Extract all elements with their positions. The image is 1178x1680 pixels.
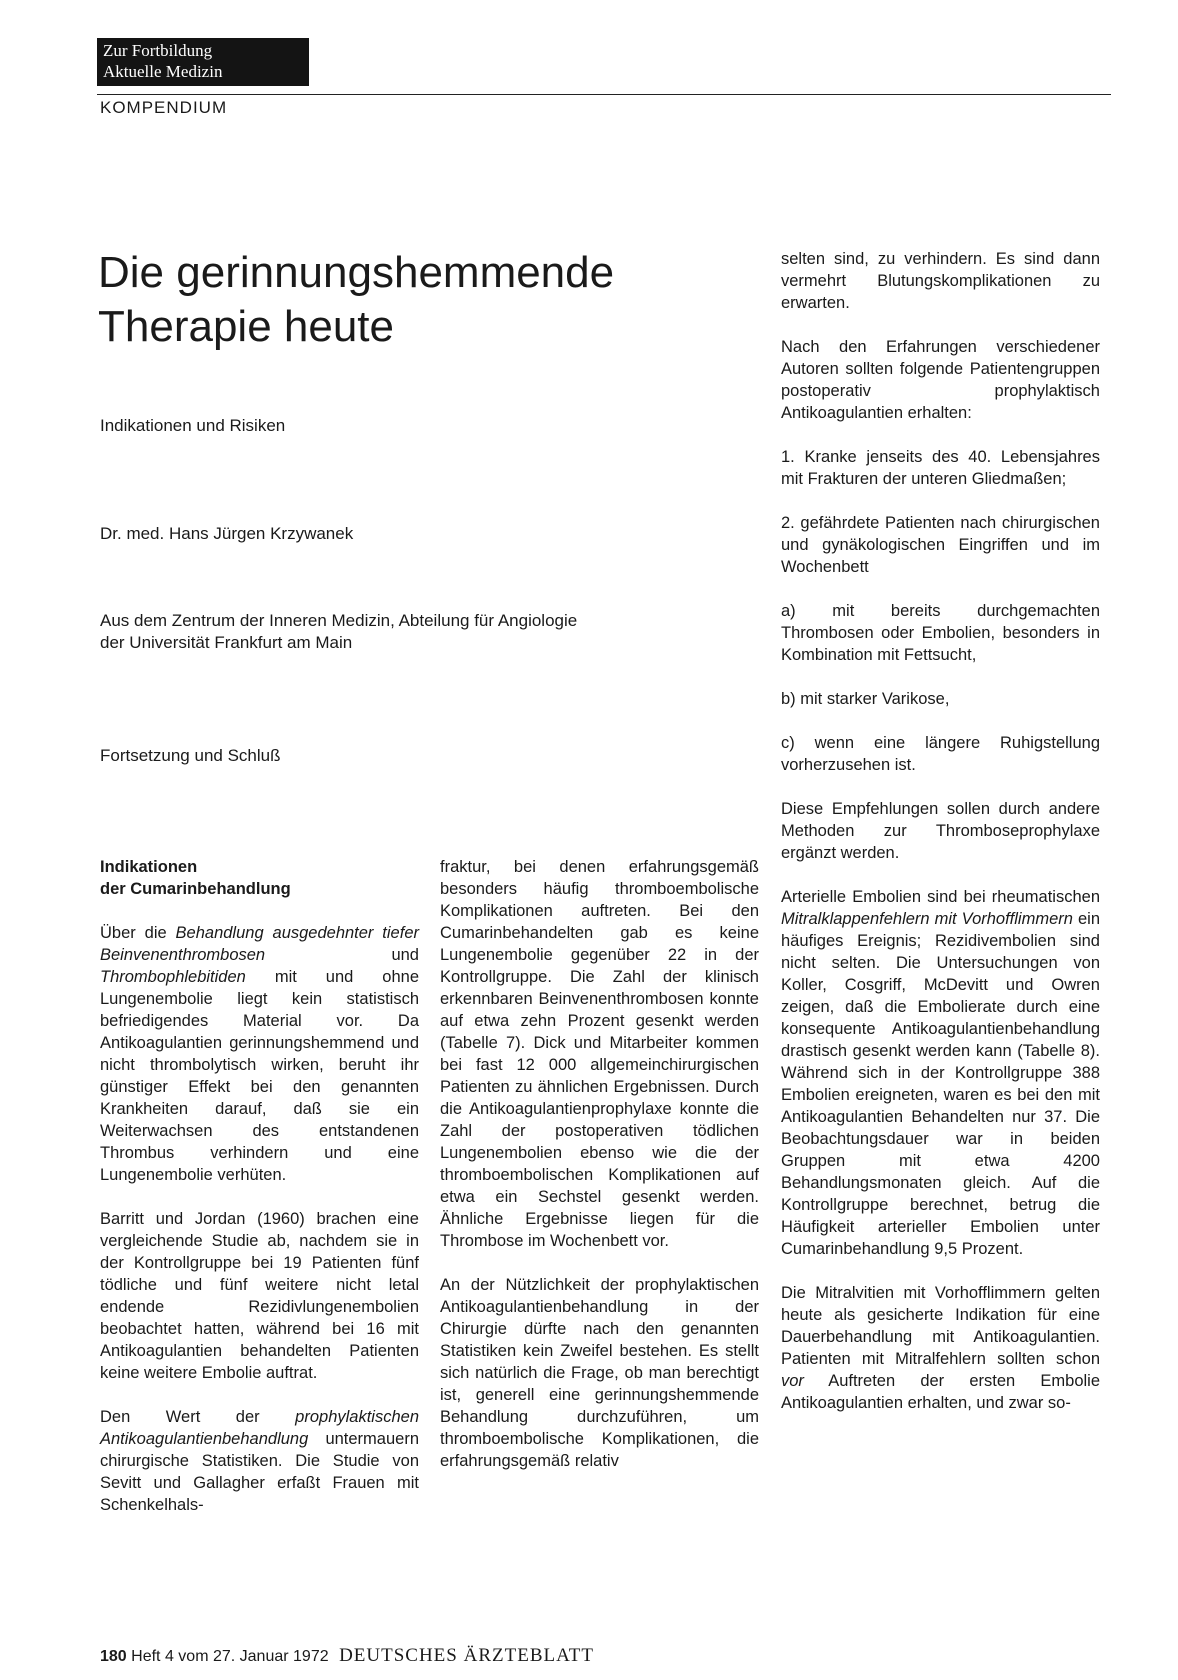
section-heading xyxy=(100,856,419,900)
paragraph: Den Wert der prophylaktischen Antikoagulantienbehandlung untermauern chirurgische Statistiken. Die Studie von Sevitt und Gallagher erfaßt Frauen mit Schenkelhals- xyxy=(100,1408,419,1514)
author: Dr. med. Hans Jürgen Krzywanek xyxy=(100,524,354,543)
paragraph: Barritt und Jordan (1960) brachen eine vergleichende Studie ab, nachdem sie in der Kontrollgruppe bei 19 Patienten fünf tödliche und fünf weitere nicht letal endende Rezidivlungenembolien beobachtet hatten, während bei 16 mit Antikoagulantien behandelten Patienten keine weitere Embolie auftrat. xyxy=(100,1210,419,1382)
article-title xyxy=(98,246,738,354)
heading-line-1: Indikationen xyxy=(100,858,198,876)
badge-line-2: Aktuelle Medizin xyxy=(103,62,223,81)
paragraph: fraktur, bei denen erfahrungsgemäß besonders häufig thromboembolische Komplikationen auftreten. Bei den Cumarinbehandelten gab es keine Lungenembolie gegenüber 22 in der Kontrollgruppe. Die Zahl der klinisch erkennbaren Beinvenenthrombosen konnte auf etwa zehn Prozent gesenkt werden (Tabelle 7). Dick und Mitarbeiter kommen bei fast 12 000 allgemeinchirurgischen Patienten zu ähnlichen Ergebnissen. Durch die Antikoagulantienprophylaxe konnte die Zahl der postoperativen tödlichen Lungenembolien ebenso wie die der thromboembolischen Komplikationen auf etwa ein Sechstel gesenkt werden. Ähnliche Ergebnisse liegen für die Thrombose im Wochenbett vor. xyxy=(440,858,759,1250)
section-badge xyxy=(97,38,309,86)
list-item: b) mit starker Varikose, xyxy=(781,690,950,708)
header-rule xyxy=(97,94,1111,95)
badge-line-1: Zur Fortbildung xyxy=(103,41,213,60)
affiliation xyxy=(100,610,577,654)
list-item: c) wenn eine längere Ruhigstellung vorherzusehen ist. xyxy=(781,734,1100,774)
paragraph: selten sind, zu verhindern. Es sind dann vermehrt Blutungskomplikationen zu erwarten. xyxy=(781,250,1100,312)
heading-line-2: der Cumarinbehandlung xyxy=(100,880,291,898)
paragraph: Arterielle Embolien sind bei rheumatischen Mitralklappenfehlern mit Vorhofflimmern ein häufiges Ereignis; Rezidivembolien sind nicht selten. Die Untersuchungen von Koller, Cosgriff, McDevitt und Owren zeigen, daß die Embolierate durch eine konsequente Antikoagulantienbehandlung drastisch gesenkt werden kann (Tabelle 8). Während sich in der Kontrollgruppe 388 Embolien ereigneten, waren es bei den mit Antikoagulantien Behandelten nur 37. Die Beobachtungsdauer war in beiden Gruppen mit etwa 4200 Behandlungsmonaten gleich. Auf die Kontrollgruppe berechnet, betrug die Häufigkeit arterieller Embolien unter Cumarinbehandlung 9,5 Prozent. xyxy=(781,888,1101,1258)
paragraph: An der Nützlichkeit der prophylaktischen Antikoagulantienbehandlung in der Chirurgie dürfte nach den genannten Statistiken kein Zweifel bestehen. Es stellt sich natürlich die Frage, ob man berechtigt ist, generell eine gerinnungshemmende Behandlung durchzuführen, um thromboembolische Komplikationen, die erfahrungsgemäß relativ xyxy=(440,1276,759,1470)
section-label: KOMPENDIUM xyxy=(100,98,228,117)
paragraph: Die Mitralvitien mit Vorhofflimmern gelten heute als gesicherte Indikation für eine Dauerbehandlung mit Antikoagulantien. Patienten mit Mitralfehlern sollten schon vor Auftreten der ersten Embolie Antikoagulantien erhalten, und zwar so- xyxy=(781,1284,1100,1412)
list-item: a) mit bereits durchgemachten Thrombosen oder Embolien, besonders in Kombination mit Fettsucht, xyxy=(781,602,1100,664)
paragraph: Nach den Erfahrungen verschiedener Autoren sollten folgende Patientengruppen postoperativ prophylaktisch Antikoagulantien erhalten: xyxy=(781,338,1100,422)
issue-info: Heft 4 vom 27. Januar 1972 xyxy=(131,1648,329,1665)
journal-name: DEUTSCHES ÄRZTEBLATT xyxy=(339,1645,594,1666)
column-1 xyxy=(100,856,419,1538)
affiliation-line-1: Aus dem Zentrum der Inneren Medizin, Abteilung für Angiologie xyxy=(100,611,578,630)
article-subtitle: Indikationen und Risiken xyxy=(100,416,286,435)
column-3 xyxy=(781,248,1100,1436)
column-2 xyxy=(440,856,759,1494)
list-item: 2. gefährdete Patienten nach chirurgischen und gynäkologischen Eingriffen und im Wochenbett xyxy=(781,514,1100,576)
title-line-1: Die gerinnungshemmende xyxy=(98,248,615,297)
paragraph: Diese Empfehlungen sollen durch andere Methoden zur Thromboseprophylaxe ergänzt werden. xyxy=(781,800,1100,862)
affiliation-line-2: der Universität Frankfurt am Main xyxy=(100,633,353,652)
continuation-note: Fortsetzung und Schluß xyxy=(100,746,281,765)
page-number: 180 xyxy=(100,1648,127,1665)
list-item: 1. Kranke jenseits des 40. Lebensjahres mit Frakturen der unteren Gliedmaßen; xyxy=(781,448,1100,488)
paragraph: Über die Behandlung ausgedehnter tiefer Beinvenenthrombosen und Thrombophlebitiden mit und ohne Lungenembolie liegt kein statistisch befriedigendes Material vor. Da Antikoagulantien gerinnungshemmend und nicht thrombolytisch wirken, beruht ihr günstiger Effekt bei den genannten Krankheiten darauf, daß sie ein Weiterwachsen des entstandenen Thrombus verhindern und eine Lungenembolie verhüten. xyxy=(100,924,419,1184)
page-footer xyxy=(100,1645,594,1667)
title-line-2: Therapie heute xyxy=(98,302,394,351)
